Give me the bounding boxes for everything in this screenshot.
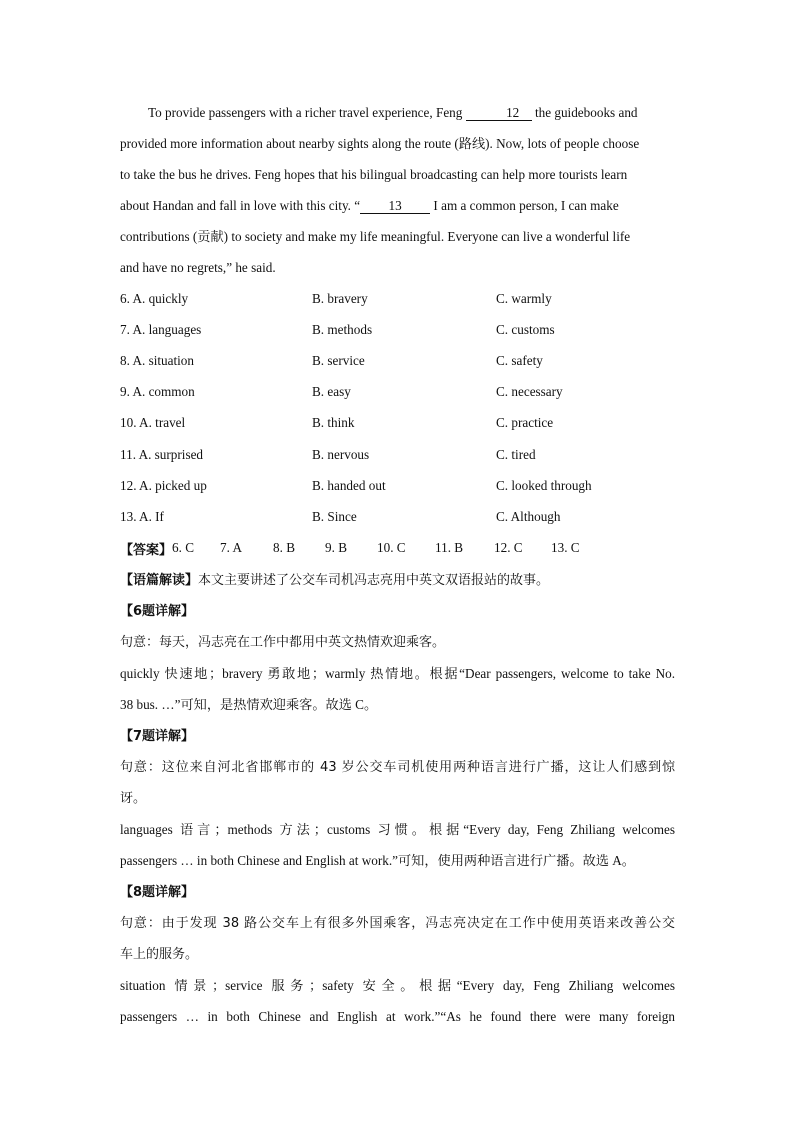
answer-row <box>120 533 675 564</box>
answer-item: 10. C <box>377 540 406 555</box>
option-row: 10. A. travel B. think C. practice <box>120 415 554 431</box>
answer-item: 12. C <box>494 540 523 555</box>
answer-label: 【答案】 <box>120 542 173 558</box>
option-row: 9. A. common B. easy C. necessary <box>120 384 563 400</box>
blank-13: 13 <box>360 198 430 214</box>
q7-explain-2: passengers … in both Chinese and English at work.”可知，使用两种语言进行广播。故选 A。 <box>120 853 635 869</box>
option-row: 6. A. quickly B. bravery C. warmly <box>120 290 552 306</box>
q7-meaning-2: 讶。 <box>120 790 147 806</box>
passage <box>120 97 675 283</box>
q6-explain-1: quickly 快速地；bravery 勇敢地；warmly 热情地。根据“Dear passengers, welcome to take No. <box>120 666 675 682</box>
option-row: 12. A. picked up B. handed out C. looked through <box>120 477 592 493</box>
q8-meaning-2: 车上的服务。 <box>120 946 199 962</box>
passage-line-5: contributions (贡献) to society and make my life meaningful. Everyone can live a wonderful life <box>120 229 631 244</box>
q7-explain-1: languages 语言；methods 方法；customs 习惯。根据“Every day, Feng Zhiliang welcomes <box>120 822 675 838</box>
option-row: 8. A. situation B. service C. safety <box>120 352 543 368</box>
summary: 【语篇解读】本文主要讲述了公交车司机冯志亮用中英文双语报站的故事。 <box>120 572 550 588</box>
answer-item: 9. B <box>325 540 347 555</box>
passage-line-6: and have no regrets,” he said. <box>120 260 276 275</box>
option-row: 11. A. surprised B. nervous C. tired <box>120 446 536 462</box>
q6-explain-2: 38 bus. …”可知，是热情欢迎乘客。故选 C。 <box>120 697 378 713</box>
passage-line-2: provided more information about nearby sights along the route (路线). Now, lots of people choose <box>120 136 640 151</box>
q7-heading: 【7题详解】 <box>120 728 195 744</box>
options-list <box>120 283 675 533</box>
q8-explain-2: passengers … in both Chinese and English at work.”“As he found there were many foreign <box>120 1009 675 1025</box>
option-row: 7. A. languages B. methods C. customs <box>120 321 555 337</box>
passage-line-3: to take the bus he drives. Feng hopes that his bilingual broadcasting can help more tourists learn <box>120 167 628 182</box>
q8-explain-1: situation 情景；service 服务；safety 安全。根据“Every day, Feng Zhiliang welcomes <box>120 978 675 994</box>
q6-meaning: 句意：每天，冯志亮在工作中都用中英文热情欢迎乘客。 <box>120 634 446 650</box>
answer-item: 13. C <box>551 540 580 555</box>
answer-item: 11. B <box>435 540 464 555</box>
answer-item: 8. B <box>273 540 295 555</box>
answer-item: 7. A <box>220 540 242 555</box>
passage-line-1: To provide passengers with a richer travel experience, Feng 12 the guidebooks and <box>148 105 638 120</box>
answer-item: 6. C <box>172 540 194 555</box>
q8-meaning-1: 句意：由于发现 38 路公交车上有很多外国乘客，冯志亮决定在工作中使用英语来改善公交 <box>120 915 675 931</box>
q8-heading: 【8题详解】 <box>120 884 195 900</box>
q6-heading: 【6题详解】 <box>120 603 195 619</box>
passage-line-4: about Handan and fall in love with this city. “ 13 I am a common person, I can make <box>120 198 619 213</box>
blank-12: 12 <box>466 105 532 121</box>
option-row: 13. A. If B. Since C. Although <box>120 508 561 524</box>
document-page <box>120 97 675 1033</box>
q7-meaning-1: 句意：这位来自河北省邯郸市的 43 岁公交车司机使用两种语言进行广播，这让人们感到惊 <box>120 759 675 775</box>
